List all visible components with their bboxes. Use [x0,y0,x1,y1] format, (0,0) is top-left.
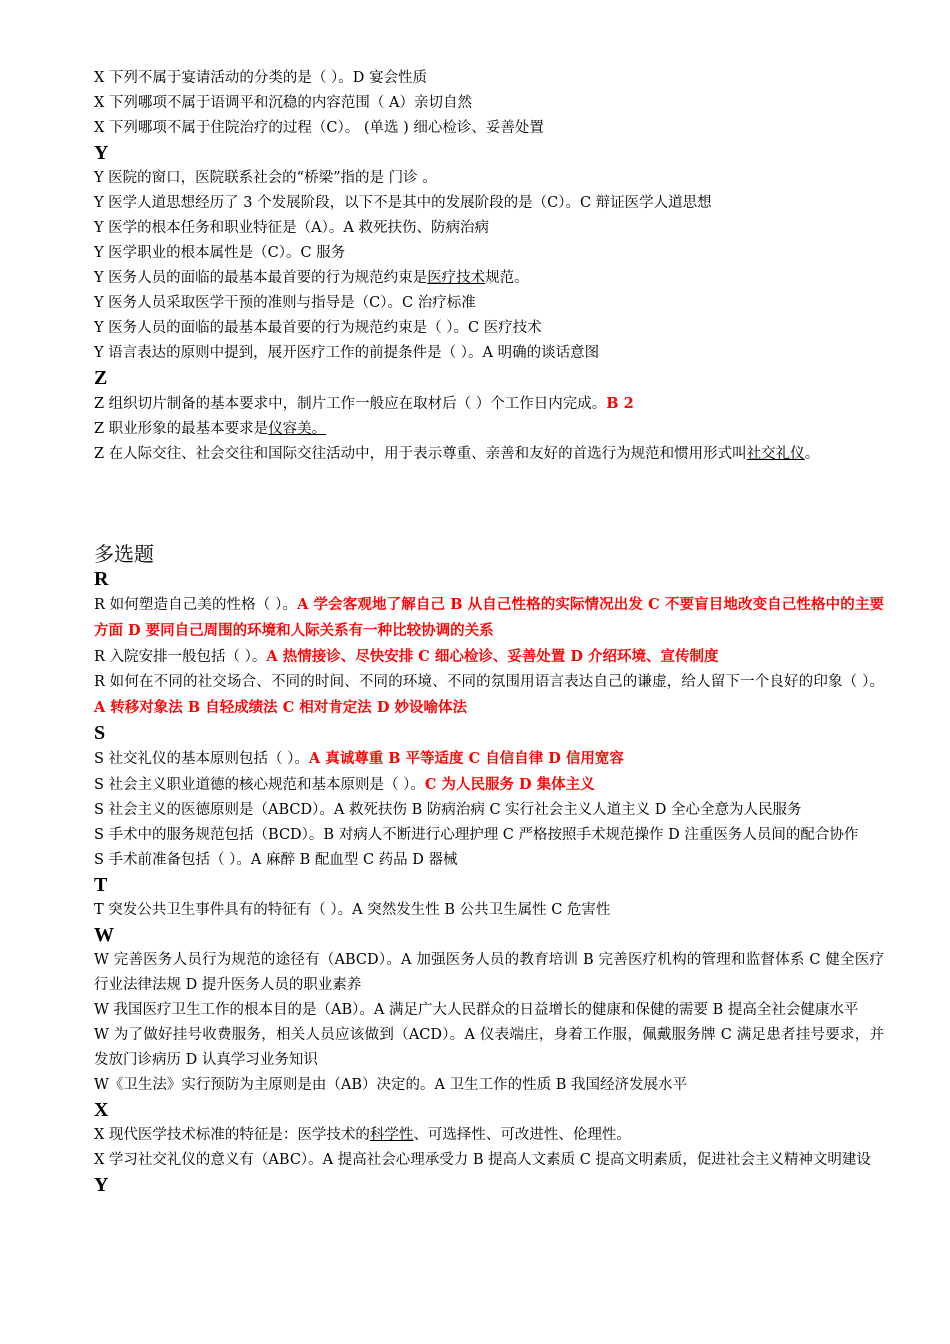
answer-text: B 2 [606,395,634,412]
question-item [94,166,884,191]
question-text: Z 在人际交往、社会交往和国际交往活动中，用于表示尊重、亲善和友好的首选行为规范和惯用形式叫 [94,446,747,462]
question-text: 规范。 [485,270,529,286]
question-item [94,442,884,467]
question-item [94,670,884,721]
letter-heading: Y [94,1174,109,1196]
question-text: Y 医务人员采取医学干预的准则与指导是（C）。C 治疗标准 [94,295,476,311]
question-item [94,91,884,116]
question-text: 、可选择性、可改进性、伦理性。 [413,1127,631,1143]
question-item [94,66,884,91]
question-text: S 手术中的服务规范包括（BCD）。B 对病人不断进行心理护理 C 严格按照手术规范操作 D 注重医务人员间的配合协作 [94,827,859,843]
question-text: Y 医务人员的面临的最基本最首要的行为规范约束是 [94,270,428,286]
question-item [94,948,884,998]
answer-text: A 转移对象法 B 自轻成绩法 C 相对肯定法 D 妙设喻体法 [94,699,467,716]
question-item [94,1023,884,1073]
question-text: R 如何塑造自己美的性格（ ）。 [94,597,298,613]
question-text: X 下列不属于宴请活动的分类的是（ ）。D 宴会性质 [94,70,428,86]
document-body [94,66,884,1198]
underlined-answer: 仪容美。 [268,421,327,437]
letter-heading: X [94,1099,109,1121]
question-text: Y 医学的根本任务和职业特征是（A）。A 救死扶伤、防病治病 [94,220,489,236]
letter-heading: T [94,874,108,896]
question-text: T 突发公共卫生事件具有的特征有（ ）。A 突然发生性 B 公共卫生属性 C 危害性 [94,902,611,918]
question-item [94,1148,884,1173]
question-item [94,1073,884,1098]
underlined-answer: 社交礼仪 [746,446,805,462]
underlined-answer: 医疗技术 [427,270,486,286]
question-item [94,592,884,644]
question-text: X 下列哪项不属于语调平和沉稳的内容范围（ A）亲切自然 [94,95,473,111]
question-item [94,848,884,873]
question-item [94,898,884,923]
question-text: S 社会主义职业道德的核心规范和基本原则是（ ）。 [94,777,425,793]
question-item [94,291,884,316]
question-item [94,644,884,670]
question-item [94,798,884,823]
question-text: Y 医院的窗口，医院联系社会的“桥梁”指的是 门诊 。 [94,170,437,186]
question-text: S 社会主义的医德原则是（ABCD）。A 救死扶伤 B 防病治病 C 实行社会主义人道主义 D 全心全意为人民服务 [94,802,802,818]
question-item [94,1123,884,1148]
question-text: R 如何在不同的社交场合、不同的时间、不同的环境、不同的氛围用语言表达自己的谦虚，给人留下一个良好的印象（ ）。 [94,674,884,690]
answer-text: C 为人民服务 D 集体主义 [424,776,595,793]
underlined-answer: 科学性 [369,1127,414,1143]
question-text: 。 [804,446,820,462]
letter-heading: R [94,568,109,590]
question-text: Y 医学职业的根本属性是（C）。C 服务 [94,245,346,261]
letter-heading: S [94,722,106,744]
question-text: W 我国医疗卫生工作的根本目的是（AB）。A 满足广大人民群众的日益增长的健康和保健的需要 B 提高全社会健康水平 [94,1002,859,1018]
letter-heading: W [94,924,114,946]
answer-text: A 热情接诊、尽快安排 C 细心检诊、妥善处置 D 介绍环境、宣传制度 [266,648,719,665]
question-text: R 入院安排一般包括（ ）。 [94,649,267,665]
question-text: S 社交礼仪的基本原则包括（ ）。 [94,751,309,767]
question-item [94,241,884,266]
question-item [94,998,884,1023]
question-item [94,417,884,442]
question-item [94,746,884,772]
question-text: X 下列哪项不属于住院治疗的过程（C）。 (单选 ) 细心检诊、妥善处置 [94,120,544,136]
question-text: Y 医学人道思想经历了 3 个发展阶段，以下不是其中的发展阶段的是（C）。C 辩证医学人道思想 [94,195,712,211]
section-title: 多选题 [94,542,154,566]
question-text: W 为了做好挂号收费服务，相关人员应该做到（ACD）。A 仪表端庄，身着工作服，佩戴服务牌 C 满足患者挂号要求，并发放门诊病历 D 认真学习业务知识 [94,1027,884,1068]
question-item [94,191,884,216]
question-text: W《卫生法》实行预防为主原则是由（AB）决定的。A 卫生工作的性质 B 我国经济发展水平 [94,1077,687,1093]
answer-text: A 真诚尊重 B 平等适度 C 自信自律 D 信用宽容 [308,750,624,767]
question-item [94,391,884,417]
letter-heading: Z [94,367,108,389]
answer-text: A 学会客观地了解自己 B 从自己性格的实际情况出发 C 不要盲目地改变自己性格中的主要方面 D 要同自己周围的环境和人际关系有一种比较协调的关系 [94,596,884,639]
question-text: W 完善医务人员行为规范的途径有（ABCD）。A 加强医务人员的教育培训 B 完善医疗机构的管理和监督体系 C 健全医疗行业法律法规 D 提升医务人员的职业素养 [94,952,884,993]
question-item [94,341,884,366]
section-spacer [94,467,884,542]
question-text: X 现代医学技术标准的特征是：医学技术的 [94,1127,370,1143]
letter-heading: Y [94,142,109,164]
question-item [94,823,884,848]
question-text: Z 职业形象的最基本要求是 [94,421,269,437]
question-text: Z 组织切片制备的基本要求中，制片工作一般应在取材后（ ）个工作日内完成。 [94,396,607,412]
question-item [94,216,884,241]
question-item [94,772,884,798]
question-text: X 学习社交礼仪的意义有（ABC）。A 提高社会心理承受力 B 提高人文素质 C 提高文明素质，促进社会主义精神文明建设 [94,1152,871,1168]
question-item [94,116,884,141]
question-text: S 手术前准备包括（ ）。A 麻醉 B 配血型 C 药品 D 器械 [94,852,458,868]
question-text: Y 语言表达的原则中提到，展开医疗工作的前提条件是（ ）。A 明确的谈话意图 [94,345,600,361]
question-item [94,316,884,341]
question-item [94,266,884,291]
question-text: Y 医务人员的面临的最基本最首要的行为规范约束是（ ）。C 医疗技术 [94,320,542,336]
